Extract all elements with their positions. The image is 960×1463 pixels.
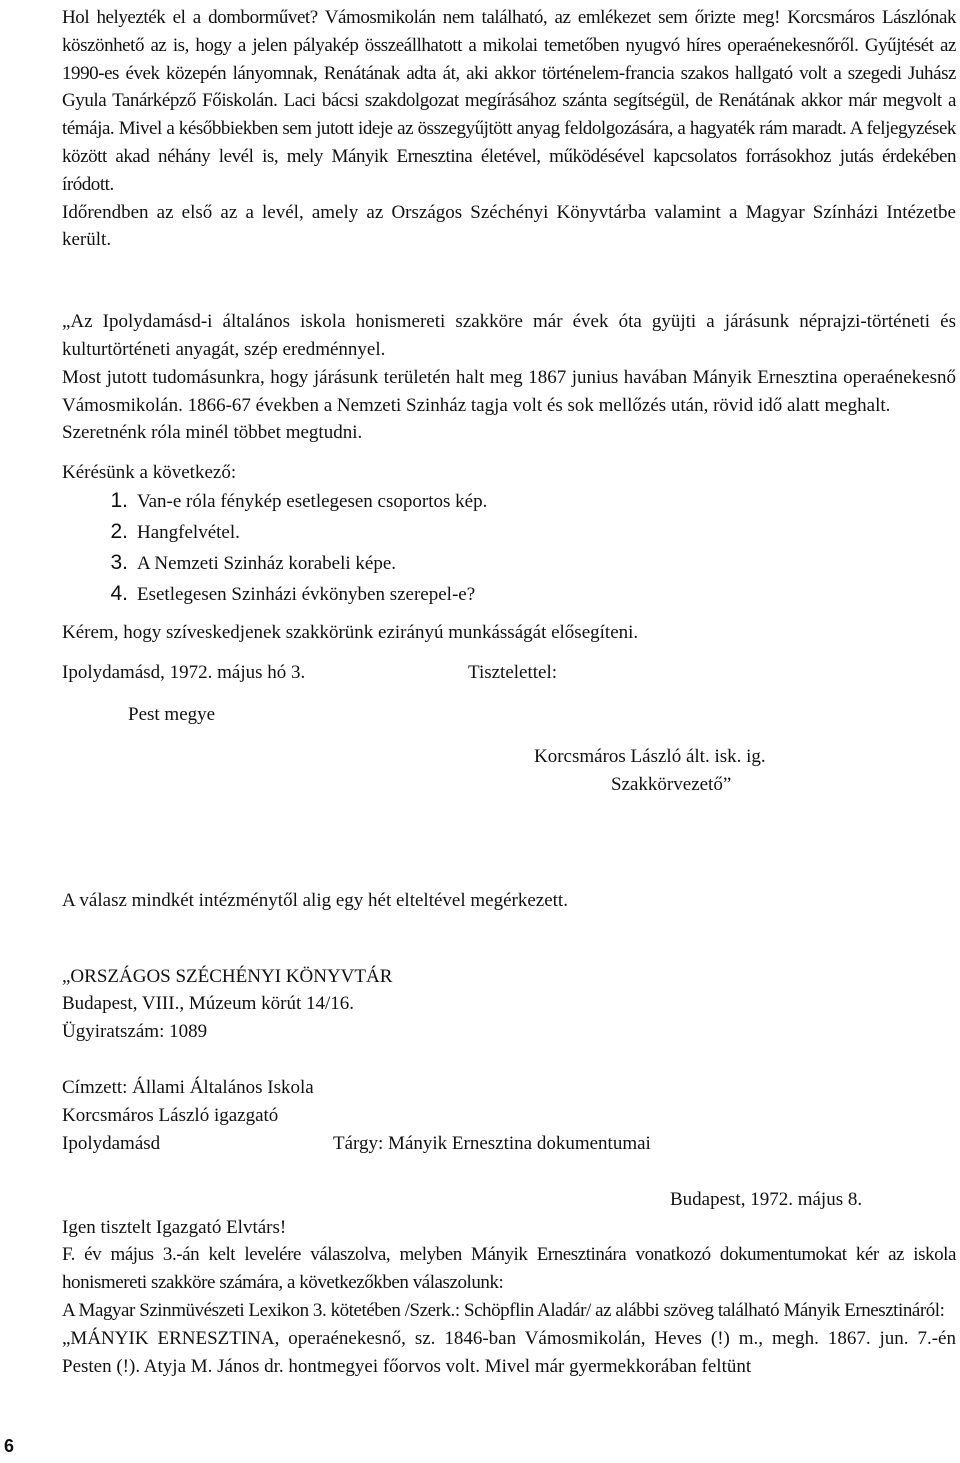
institution-name: „ORSZÁGOS SZÉCHÉNYI KÖNYVTÁR <box>62 965 393 987</box>
list-item <box>62 551 956 582</box>
list-number: 1. <box>110 488 128 512</box>
list-item <box>62 489 956 520</box>
recipient-town: Ipolydamásd <box>62 1132 161 1154</box>
greeting: Igen tisztelt Igazgató Elvtárs! <box>62 1216 287 1238</box>
place-date-row <box>62 659 956 687</box>
request-list <box>62 489 956 613</box>
letter-body: F. év május 3.-án kelt levelére válaszolva, melyben Mányik Ernesztinára vonatkozó dokumentumokat kér az iskola honismereti szakköre számára, a következőkben válaszolunk: <box>62 1244 956 1294</box>
county-row <box>62 701 956 729</box>
letter-paragraph: Most jutott tudomásunkra, hogy járásunk területén halt meg 1867 junius havában Mányik Ernesztina operaénekesnő Vámosmikolán. 1866-67 években a Nemzeti Szinház tagja volt és sok mellőzés után, rövid idő alatt meghalt. <box>62 366 956 416</box>
signature-role: Szakkörvezető” <box>611 773 732 795</box>
letter-paragraph: Szeretnénk róla minél többet megtudni. <box>62 422 363 444</box>
school-letter <box>62 308 956 799</box>
page-number: 6 <box>4 1436 15 1456</box>
signature-name: Korcsmáros László ált. isk. ig. <box>534 745 766 767</box>
recipient-subject-row <box>62 1130 956 1158</box>
list-item <box>62 520 956 551</box>
county: Pest megye <box>128 703 216 725</box>
signature-role-row <box>62 771 956 799</box>
recipient-name: Korcsmáros László igazgató <box>62 1104 279 1126</box>
signature-row <box>62 743 956 771</box>
recipient-line: Címzett: Állami Általános Iskola <box>62 1076 314 1098</box>
library-letter <box>62 963 956 1381</box>
list-number: 4. <box>110 581 128 605</box>
letter-date: Budapest, 1972. május 8. <box>670 1188 863 1210</box>
letter-date-row <box>62 1186 956 1214</box>
salutation: Tisztelettel: <box>468 661 558 683</box>
list-item <box>62 582 956 613</box>
document-page <box>62 0 956 1380</box>
request-intro: Kérésünk a következő: <box>62 462 237 484</box>
list-number: 3. <box>110 550 128 574</box>
letter-paragraph: „Az Ipolydamásd-i általános iskola honismereti szakköre már évek óta gyüjti a járásunk néprajzi-történeti és kulturtörténeti anyagát, szép eredménnyel. <box>62 311 956 360</box>
institution-address: Budapest, VIII., Múzeum körút 14/16. <box>62 993 354 1015</box>
list-number: 2. <box>110 519 128 543</box>
intro-paragraph: Hol helyezték el a domborművet? Vámosmikolán nem található, az emlékezet sem őrizte meg! Korcsmáros Lászlónak köszönhető az is, hogy a jelen pályakép összeállhatott a mikolai temetőben nyugvó híres operaénekesnőről. Gyűjtését az 1990-es évek közepén lányomnak, Renátának adta át, aki akkor történelem-francia szakos hallgató volt a szegedi Juhász Gyula Tanárképző Főiskolán. Laci bácsi szakdolgozat megírásához szánta segítségül, de Renátának akkor már megvolt a témája. Mivel a későbbiekben sem jutott ideje az összegyűjtött anyag feldolgozására, a hagyaték rám maradt. A feljegyzések között akad néhány levél is, mely Mányik Ernesztina életével, működésével kapcsolatos forrásokhoz jutás érdekében íródott. <box>62 7 956 195</box>
response-note: A válasz mindkét intézménytől alig egy hét elteltével megérkezett. <box>62 889 568 911</box>
file-number: Ügyiratszám: 1089 <box>62 1021 208 1043</box>
place-date: Ipolydamásd, 1972. május hó 3. <box>62 661 306 683</box>
list-text: Hangfelvétel. <box>137 521 240 543</box>
lexicon-paragraph: A Magyar Szinmüvészeti Lexikon 3. kötetében /Szerk.: Schöpflin Aladár/ az alábbi szöveg található Mányik Ernesztináról: <box>62 1299 945 1321</box>
list-text: Esetlegesen Szinházi évkönyben szerepel-e? <box>137 583 476 605</box>
lexicon-quote: „MÁNYIK ERNESZTINA, operaénekesnő, sz. 1846-ban Vámosmikolán, Heves (!) m., megh. 1867. jun. 7.-én Pesten (!). Atyja M. János dr. hontmegyei főorvos volt. Mivel már gyermekkorában feltünt <box>62 1327 956 1377</box>
list-text: A Nemzeti Szinház korabeli képe. <box>137 552 397 574</box>
closing-request: Kérem, hogy szíveskedjenek szakkörünk ezirányú munkásságát elősegíteni. <box>62 621 639 643</box>
intro-paragraph-second: Időrendben az első az a levél, amely az Országos Széchényi Könyvtárba valamint a Magyar Színházi Intézetbe került. <box>62 201 956 251</box>
list-text: Van-e róla fénykép esetlegesen csoportos kép. <box>137 490 488 512</box>
subject-line: Tárgy: Mányik Ernesztina dokumentumai <box>333 1132 651 1154</box>
